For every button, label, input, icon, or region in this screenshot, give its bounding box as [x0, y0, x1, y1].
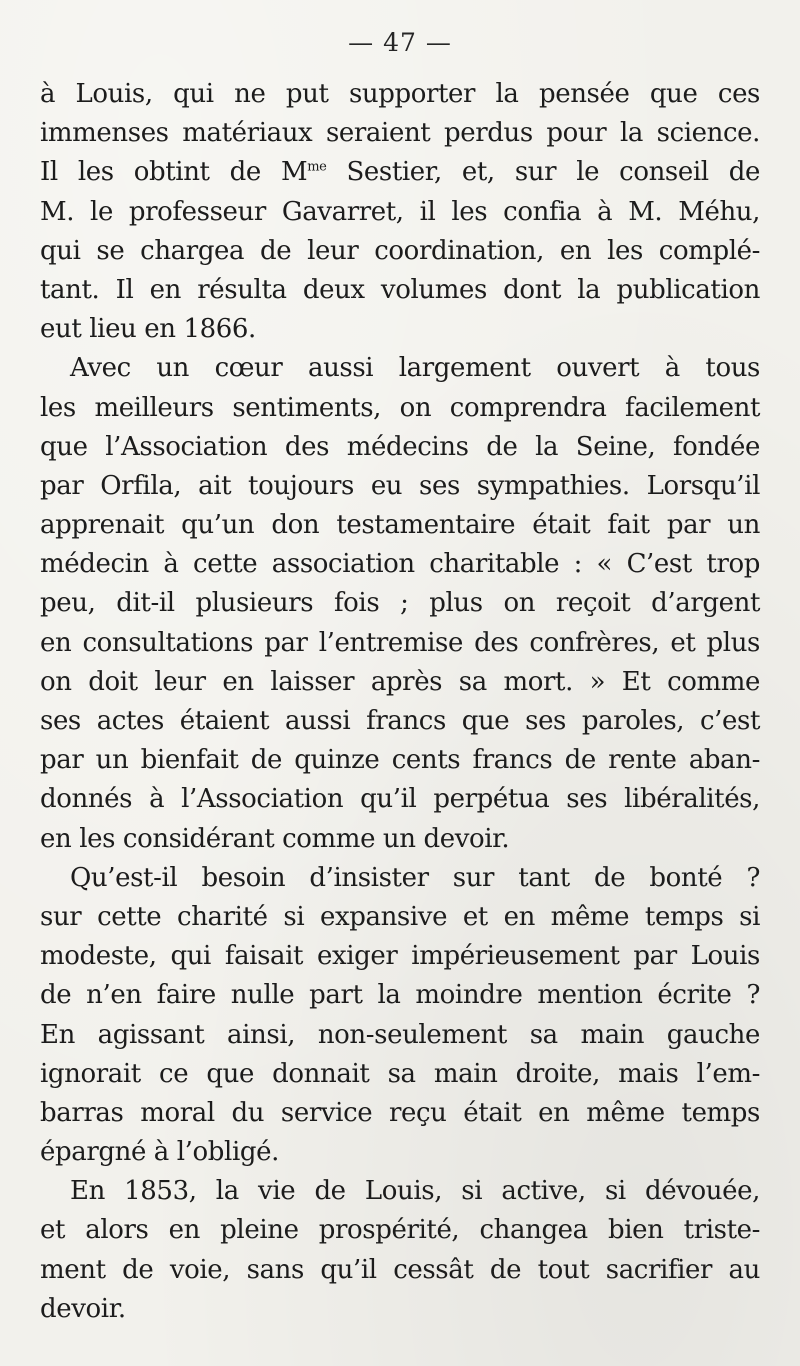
text-line: Qu’est-il besoin d’insister sur tant de bonté ? — [70, 862, 760, 893]
text-line: Avec un cœur aussi largement ouvert à tous — [70, 353, 760, 384]
text-line: ment de voie, sans qu’il cessât de tout sacrifier au — [40, 1254, 760, 1285]
text-line: En agissant ainsi, non-seulement sa main gauche — [40, 1019, 760, 1050]
text-line: on doit leur en laisser après sa mort. » Et comme — [40, 666, 760, 697]
body-text — [40, 75, 760, 1329]
text-line: barras moral du service reçu était en même temps — [40, 1097, 760, 1128]
text-line: immenses matériaux seraient perdus pour la science. — [40, 118, 760, 149]
text-line: ses actes étaient aussi francs que ses paroles, c’est — [40, 706, 760, 736]
text-line: devoir. — [40, 1293, 126, 1324]
text-line: donnés à l’Association qu’il perpétua ses libéralités, — [40, 784, 760, 815]
text-line: M. le professeur Gavarret, il les confia à M. Méhu, — [40, 196, 760, 227]
text-line: eut lieu en 1866. — [40, 314, 256, 345]
text-line: ignorait ce que donnait sa main droite, mais l’em- — [40, 1058, 760, 1089]
text-line: les meilleurs sentiments, on comprendra facilement — [40, 392, 760, 423]
superscript-abbreviation: me — [307, 159, 327, 175]
text-line: en les considérant comme un devoir. — [40, 823, 510, 854]
text-line: par un bienfait de quinze cents francs de rente aban- — [40, 745, 760, 776]
text-fragment: Il les obtint de M — [40, 157, 308, 188]
text-line: qui se chargea de leur coordination, en les complé- — [40, 235, 760, 266]
text-line: en consultations par l’entremise des confrères, et plus — [40, 627, 760, 658]
text-line: modeste, qui faisait exiger impérieusement par Louis — [40, 941, 760, 972]
page-number: — 47 — — [348, 28, 452, 57]
text-line: et alors en pleine prospérité, changea bien triste- — [40, 1215, 760, 1246]
text-line: tant. Il en résulta deux volumes dont la publication — [40, 274, 760, 305]
text-line: En 1853, la vie de Louis, si active, si dévouée, — [70, 1176, 760, 1207]
text-line: à Louis, qui ne put supporter la pensée que ces — [40, 79, 760, 109]
text-line: sur cette charité si expansive et en même temps si — [40, 901, 760, 932]
text-line: par Orfila, ait toujours eu ses sympathies. Lorsqu’il — [40, 470, 760, 501]
text-line: médecin à cette association charitable : « C’est trop — [40, 549, 760, 580]
text-line: peu, dit-il plusieurs fois ; plus on reçoit d’argent — [40, 588, 760, 619]
text-line: que l’Association des médecins de la Seine, fondée — [40, 431, 760, 462]
text-line: épargné à l’obligé. — [40, 1137, 279, 1168]
text-line — [40, 153, 760, 192]
text-line: de n’en faire nulle part la moindre mention écrite ? — [40, 980, 760, 1011]
text-fragment: Sestier, et, sur le conseil de — [326, 157, 760, 188]
text-line: apprenait qu’un don testamentaire était fait par un — [40, 510, 760, 541]
